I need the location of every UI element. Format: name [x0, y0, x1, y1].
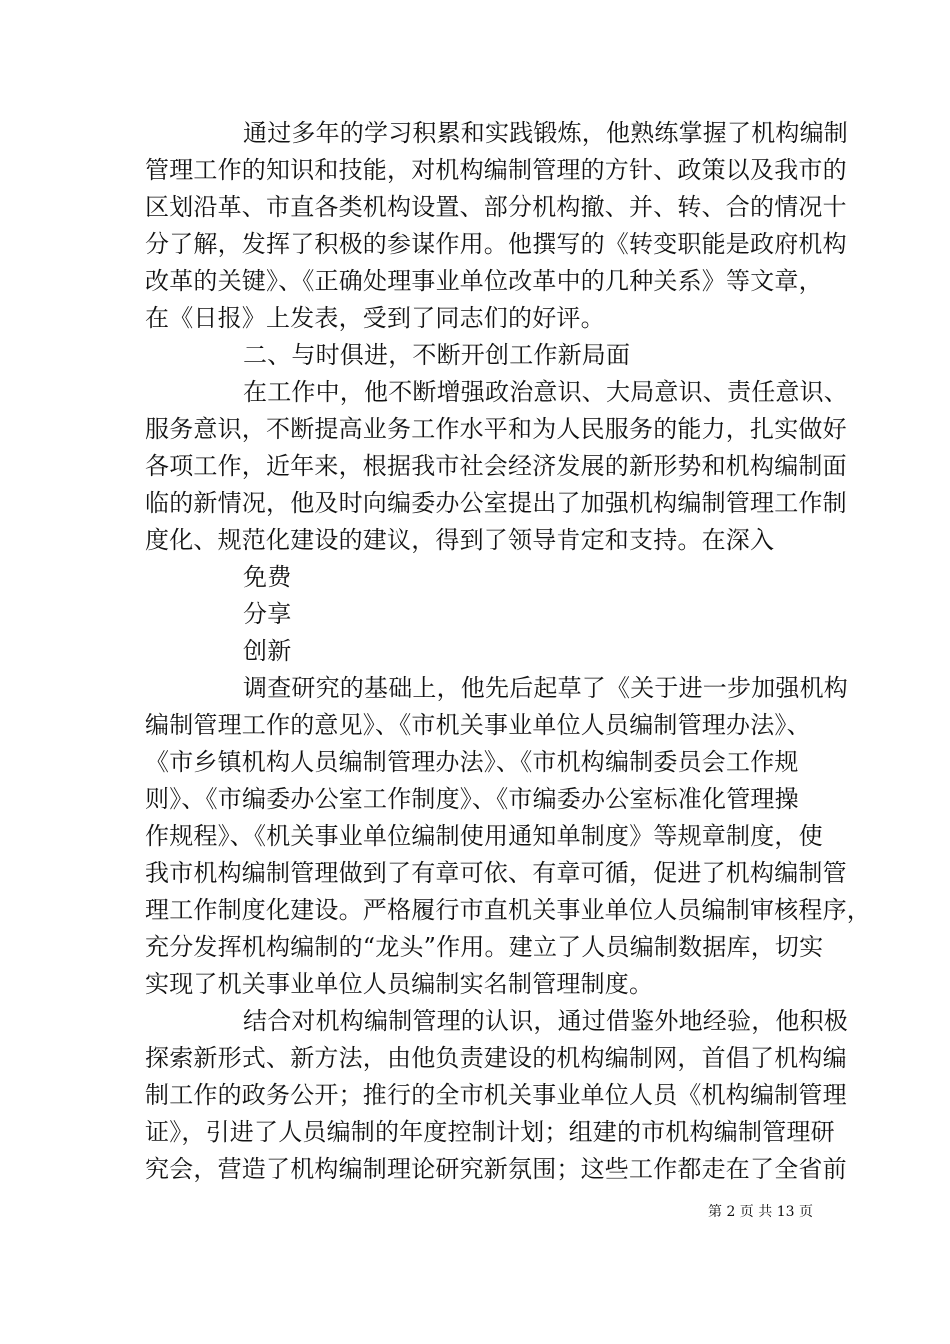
watermark-line: 创新 [243, 637, 292, 665]
watermark-line: 分享 [243, 600, 292, 628]
paragraph-line: 理工作制度化建设。严格履行市直机关事业单位人员编制审核程序， [145, 896, 871, 924]
paragraph-line: 临的新情况，他及时向编委办公室提出了加强机构编制管理工作制 [145, 489, 847, 517]
paragraph-line: 调查研究的基础上，他先后起草了《关于进一步加强机构 [243, 674, 848, 702]
watermark-line: 免费 [243, 563, 292, 591]
paragraph-line: 制工作的政务公开；推行的全市机关事业单位人员《机构编制管理 [145, 1081, 847, 1109]
paragraph-line: 实现了机关事业单位人员编制实名制管理制度。 [145, 970, 654, 998]
paragraph-line: 究会，营造了机构编制理论研究新氛围；这些工作都走在了全省前 [145, 1155, 847, 1183]
paragraph-line: 充分发挥机构编制的“龙头”作用。建立了人员编制数据库，切实 [145, 933, 824, 961]
paragraph-line: 区划沿革、市直各类机构设置、部分机构撤、并、转、合的情况十 [145, 193, 847, 221]
paragraph-line: 证》，引进了人员编制的年度控制计划；组建的市机构编制管理研 [145, 1118, 835, 1146]
section-heading: 二、与时俱进，不断开创工作新局面 [243, 341, 631, 369]
paragraph-line: 结合对机构编制管理的认识，通过借鉴外地经验，他积极 [243, 1007, 848, 1035]
paragraph-line: 《市乡镇机构人员编制管理办法》、《市机构编制委员会工作规 [145, 748, 799, 776]
paragraph-line: 管理工作的知识和技能，对机构编制管理的方针、政策以及我市的 [145, 156, 847, 184]
paragraph-line: 通过多年的学习积累和实践锻炼，他熟练掌握了机构编制 [243, 119, 848, 147]
paragraph-line: 我市机构编制管理做到了有章可依、有章可循，促进了机构编制管 [145, 859, 847, 887]
paragraph-line: 各项工作，近年来，根据我市社会经济发展的新形势和机构编制面 [145, 452, 847, 480]
paragraph-line: 改革的关键》、《正确处理事业单位改革中的几种关系》等文章， [145, 267, 823, 295]
paragraph-line: 编制管理工作的意见》、《市机关事业单位人员编制管理办法》、 [145, 711, 811, 739]
paragraph-line: 则》、《市编委办公室工作制度》、《市编委办公室标准化管理操 [145, 785, 799, 813]
paragraph-line: 度化、规范化建设的建议，得到了领导肯定和支持。在深入 [145, 526, 775, 554]
page-number: 第 2 页 共 13 页 [708, 1204, 813, 1220]
paragraph-line: 分了解，发挥了积极的参谋作用。他撰写的《转变职能是政府机构 [145, 230, 847, 258]
paragraph-line: 在工作中，他不断增强政治意识、大局意识、责任意识、 [243, 378, 848, 406]
paragraph-line: 探索新形式、新方法，由他负责建设的机构编制网，首倡了机构编 [145, 1044, 847, 1072]
paragraph-line: 服务意识，不断提高业务工作水平和为人民服务的能力，扎实做好 [145, 415, 847, 443]
paragraph-line: 作规程》、《机关事业单位编制使用通知单制度》等规章制度，使 [145, 822, 823, 850]
paragraph-line: 在《日报》上发表，受到了同志们的好评。 [145, 304, 605, 332]
